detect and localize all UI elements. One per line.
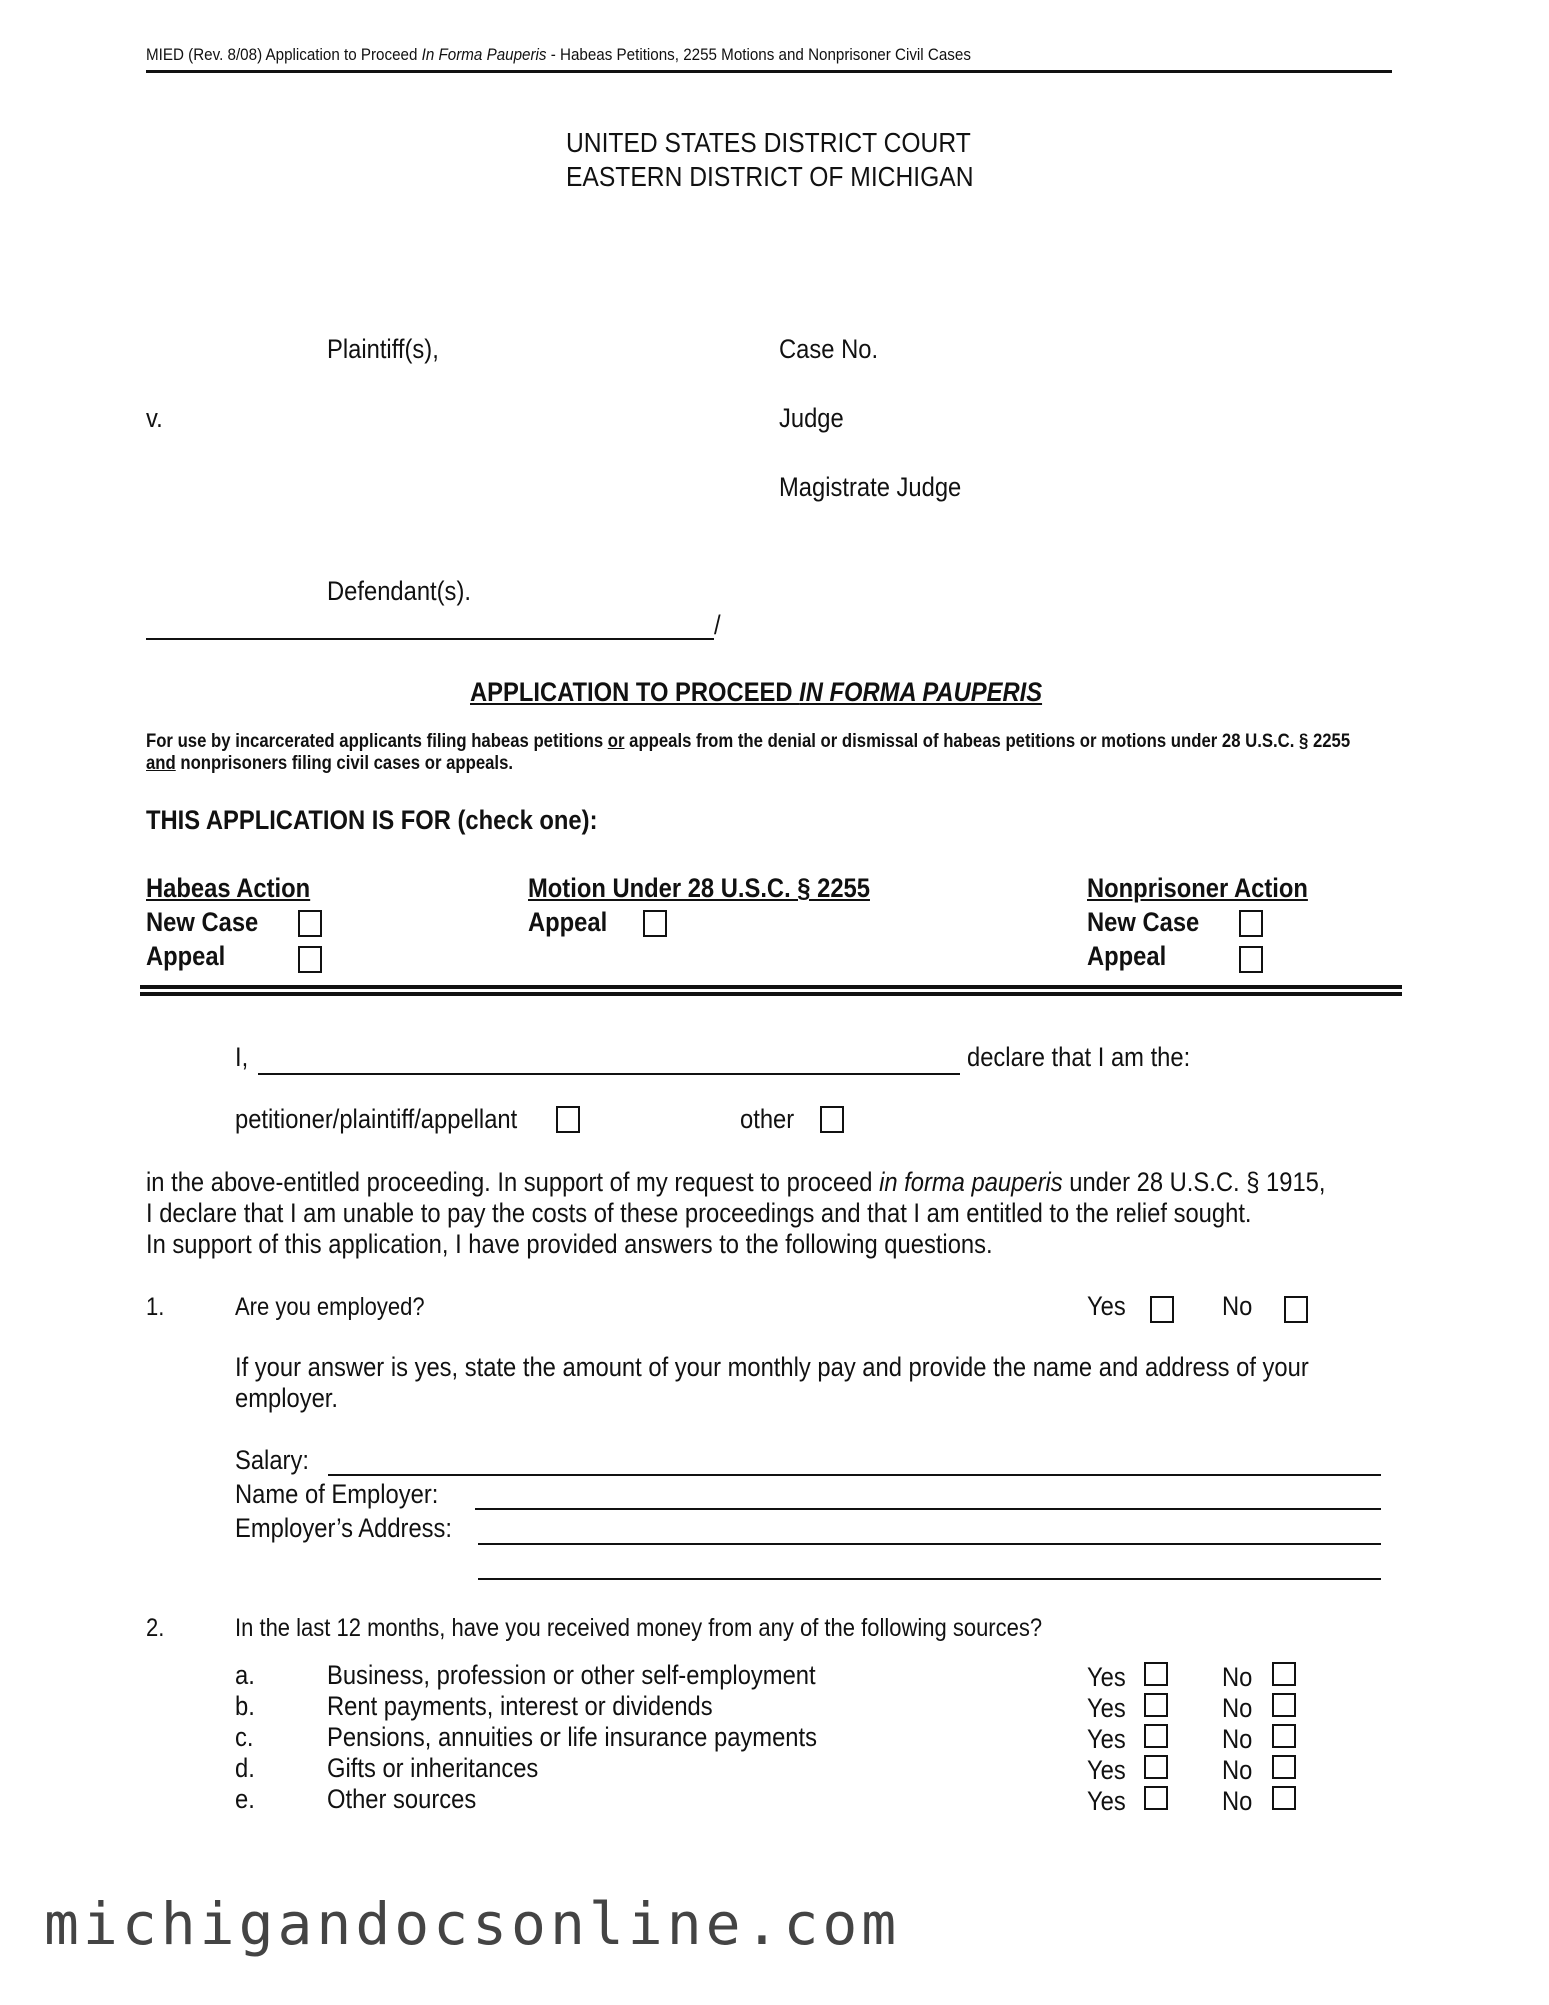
petitioner-checkbox[interactable] — [556, 1106, 580, 1133]
q2-no-label: No — [1222, 1724, 1253, 1754]
q2-d-yes-checkbox[interactable] — [1144, 1755, 1168, 1779]
versus-label: v. — [146, 403, 163, 433]
q2-text: In the last 12 months, have you received money from any of the following sources? — [235, 1614, 1043, 1642]
case-number-label: Case No. — [779, 334, 879, 364]
motion-2255-title: Motion Under 28 U.S.C. § 2255 — [528, 873, 870, 903]
q2-item-letter: e. — [235, 1784, 255, 1814]
q2-item-label: Pensions, annuities or life insurance payments — [327, 1722, 817, 1752]
habeas-action-title: Habeas Action — [146, 873, 311, 903]
defendant-label: Defendant(s). — [327, 576, 471, 606]
q2-a-no-checkbox[interactable] — [1272, 1662, 1296, 1686]
q2-yes-label: Yes — [1087, 1724, 1126, 1754]
form-revision-header: MIED (Rev. 8/08) Application to Proceed In Forma Pauperis - Habeas Petitions, 2255 Motions and Nonprisoner Civil Cases — [146, 46, 971, 64]
q2-d-no-checkbox[interactable] — [1272, 1755, 1296, 1779]
habeas-appeal-checkbox[interactable] — [298, 946, 322, 973]
q2-b-yes-checkbox[interactable] — [1144, 1693, 1168, 1717]
q2-item-label: Other sources — [327, 1784, 477, 1814]
habeas-new-case-checkbox[interactable] — [298, 910, 322, 937]
court-name: UNITED STATES DISTRICT COURT — [566, 127, 971, 158]
q1-number: 1. — [146, 1293, 165, 1321]
section-divider-top — [140, 985, 1402, 989]
q2-item-letter: a. — [235, 1660, 255, 1690]
employer-address-label: Employer’s Address: — [235, 1513, 453, 1543]
other-checkbox[interactable] — [820, 1106, 844, 1133]
q2-no-label: No — [1222, 1755, 1253, 1785]
employer-address-field[interactable] — [478, 1543, 1381, 1545]
q2-item-label: Business, profession or other self-employment — [327, 1660, 816, 1690]
application-for-heading: THIS APPLICATION IS FOR (check one): — [146, 805, 598, 835]
watermark-text: michigandocsonline.com — [44, 1890, 901, 1958]
instructions-text: For use by incarcerated applicants filing habeas petitions or appeals from the denial or dismissal of habeas petitions or motions under 28 U.S.C. § 2255 and nonprisoners filing civil cases or appeals. — [146, 731, 1351, 774]
q1-no-checkbox[interactable] — [1284, 1296, 1308, 1323]
q2-yes-label: Yes — [1087, 1662, 1126, 1692]
q2-item-label: Gifts or inheritances — [327, 1753, 539, 1783]
q2-yes-label: Yes — [1087, 1755, 1126, 1785]
q1-yes-checkbox[interactable] — [1150, 1296, 1174, 1323]
declarant-i-label: I, — [235, 1042, 249, 1072]
declare-label: declare that I am the: — [967, 1042, 1191, 1072]
q1-text: Are you employed? — [235, 1293, 425, 1321]
q2-item-letter: d. — [235, 1753, 255, 1783]
nonprisoner-action-title: Nonprisoner Action — [1087, 873, 1308, 903]
employer-address-field-2[interactable] — [478, 1578, 1381, 1580]
nonprisoner-appeal-label: Appeal — [1087, 941, 1167, 971]
q2-c-no-checkbox[interactable] — [1272, 1724, 1296, 1748]
habeas-new-case-label: New Case — [146, 907, 259, 937]
q2-yes-label: Yes — [1087, 1786, 1126, 1816]
nonprisoner-new-case-label: New Case — [1087, 907, 1200, 937]
declaration-paragraph: in the above-entitled proceeding. In support of my request to proceed in forma pauperis under 28 U.S.C. § 1915, I declare that I am unable to pay the costs of these proceedings and that I am entitled to the relief sought. In support of this application, I have provided answers to the following questions. — [146, 1167, 1326, 1259]
plaintiff-label: Plaintiff(s), — [327, 334, 439, 364]
court-district: EASTERN DISTRICT OF MICHIGAN — [566, 161, 974, 192]
q1-no-label: No — [1222, 1291, 1253, 1321]
caption-underline — [146, 638, 714, 640]
employer-name-field[interactable] — [475, 1508, 1381, 1510]
q2-e-no-checkbox[interactable] — [1272, 1786, 1296, 1810]
q2-b-no-checkbox[interactable] — [1272, 1693, 1296, 1717]
q2-item-label: Rent payments, interest or dividends — [327, 1691, 713, 1721]
nonprisoner-new-case-checkbox[interactable] — [1239, 910, 1263, 937]
salary-label: Salary: — [235, 1445, 309, 1475]
petitioner-label: petitioner/plaintiff/appellant — [235, 1104, 518, 1134]
motion-2255-appeal-checkbox[interactable] — [643, 910, 667, 937]
q2-a-yes-checkbox[interactable] — [1144, 1662, 1168, 1686]
q2-item-letter: b. — [235, 1691, 255, 1721]
salary-field[interactable] — [328, 1474, 1381, 1476]
q2-no-label: No — [1222, 1693, 1253, 1723]
caption-slash: / — [714, 610, 721, 640]
motion-2255-appeal-label: Appeal — [528, 907, 608, 937]
form-title: APPLICATION TO PROCEED IN FORMA PAUPERIS — [470, 677, 1043, 707]
q2-no-label: No — [1222, 1786, 1253, 1816]
section-divider-bottom — [140, 992, 1402, 996]
magistrate-judge-label: Magistrate Judge — [779, 472, 962, 502]
q2-item-letter: c. — [235, 1722, 254, 1752]
header-rule — [146, 70, 1392, 73]
q1-followup: If your answer is yes, state the amount of your monthly pay and provide the name and address of your employer. — [235, 1352, 1309, 1413]
q2-e-yes-checkbox[interactable] — [1144, 1786, 1168, 1810]
declarant-name-field[interactable] — [258, 1073, 960, 1075]
q2-c-yes-checkbox[interactable] — [1144, 1724, 1168, 1748]
other-label: other — [740, 1104, 795, 1134]
judge-label: Judge — [779, 403, 844, 433]
q2-no-label: No — [1222, 1662, 1253, 1692]
q1-yes-label: Yes — [1087, 1291, 1126, 1321]
employer-name-label: Name of Employer: — [235, 1479, 439, 1509]
q2-yes-label: Yes — [1087, 1693, 1126, 1723]
q2-number: 2. — [146, 1614, 165, 1642]
nonprisoner-appeal-checkbox[interactable] — [1239, 946, 1263, 973]
habeas-appeal-label: Appeal — [146, 941, 226, 971]
